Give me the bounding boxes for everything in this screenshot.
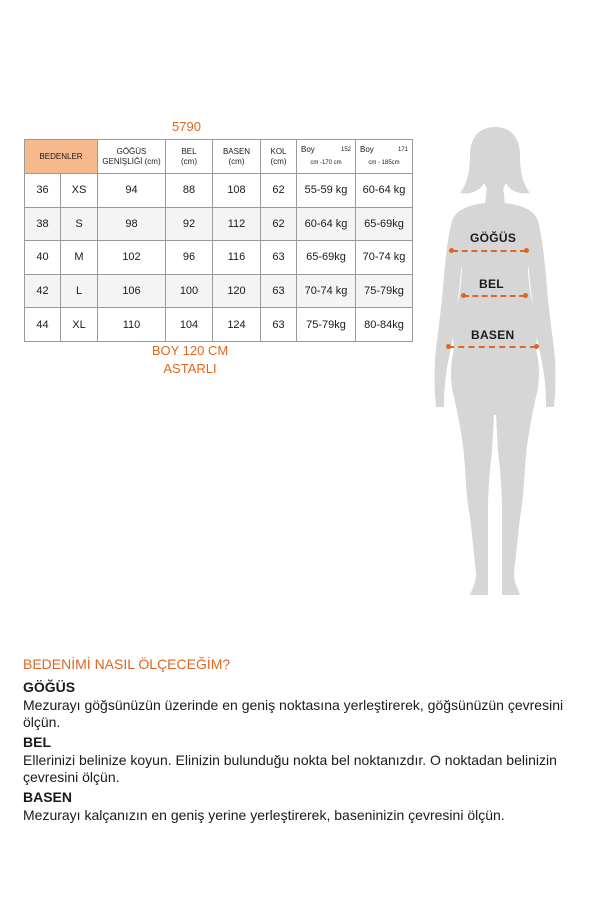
table-row xyxy=(25,207,413,241)
cell-boy1: 65-69kg xyxy=(297,241,356,275)
cell-basen: 108 xyxy=(213,174,261,208)
cell-boy2: 80-84kg xyxy=(356,308,413,342)
cell-kol: 63 xyxy=(261,308,297,342)
cell-boy2: 75-79kg xyxy=(356,274,413,308)
header-bel xyxy=(166,140,213,174)
header-kol xyxy=(261,140,297,174)
cell-num: 42 xyxy=(25,274,61,308)
cell-boy1: 60-64 kg xyxy=(297,207,356,241)
product-code: 5790 xyxy=(172,119,201,134)
cell-bel: 96 xyxy=(166,241,213,275)
bel-label: BEL xyxy=(479,277,504,291)
header-boy2-label: Boy xyxy=(360,145,374,154)
table-row xyxy=(25,174,413,208)
cell-size: S xyxy=(61,207,98,241)
cell-basen: 112 xyxy=(213,207,261,241)
cell-basen: 124 xyxy=(213,308,261,342)
header-boy1-label: Boy xyxy=(301,145,315,154)
cell-size: XS xyxy=(61,174,98,208)
basen-label: BASEN xyxy=(471,328,515,342)
header-gogus-line1: GÖĞÜS xyxy=(116,146,147,156)
basen-dot-left xyxy=(446,344,451,349)
cell-num: 38 xyxy=(25,207,61,241)
cell-basen: 120 xyxy=(213,274,261,308)
table-row xyxy=(25,241,413,275)
cell-gogus: 110 xyxy=(98,308,166,342)
cell-bel: 104 xyxy=(166,308,213,342)
header-basen: BASEN (cm) xyxy=(213,140,261,174)
guide-bel-text: Ellerinizi belinize koyun. Elinizin bulunduğu nokta bel noktanızdır. O noktadan belinizin çevresini ölçün. xyxy=(23,752,557,785)
header-boy2-sub: cm - 185cm xyxy=(368,160,400,166)
guide-gogus-title: GÖĞÜS xyxy=(23,679,76,695)
header-boy1-sub: cm -170 cm xyxy=(310,160,342,166)
header-kol-line2: (cm) xyxy=(270,156,287,166)
cell-kol: 63 xyxy=(261,274,297,308)
gogus-dot-left xyxy=(449,248,454,253)
bel-measure-line xyxy=(463,295,525,297)
header-bel-line2: (cm) xyxy=(181,156,197,166)
length-note: BOY 120 CM xyxy=(151,343,229,358)
table-header-row xyxy=(25,140,413,174)
cell-size: M xyxy=(61,241,98,275)
cell-bel: 88 xyxy=(166,174,213,208)
silhouette-icon xyxy=(430,125,560,605)
guide-gogus-text: Mezurayı göğsünüzün üzerinde en geniş noktasına yerleştirerek, göğsünüzün çevresini ölçün. xyxy=(23,697,564,730)
basen-dot-right xyxy=(534,344,539,349)
cell-gogus: 106 xyxy=(98,274,166,308)
header-boy1-num: 152 xyxy=(340,147,351,153)
size-table xyxy=(24,139,413,342)
header-boy1 xyxy=(297,140,356,174)
cell-boy1: 55-59 kg xyxy=(297,174,356,208)
cell-kol: 62 xyxy=(261,174,297,208)
header-bel-line1: BEL xyxy=(181,146,197,156)
table-row xyxy=(25,274,413,308)
cell-kol: 62 xyxy=(261,207,297,241)
cell-boy2: 70-74 kg xyxy=(356,241,413,275)
gogus-dot-right xyxy=(524,248,529,253)
bel-dot-left xyxy=(461,293,466,298)
cell-num: 44 xyxy=(25,308,61,342)
header-gogus-line2: GENİŞLİĞİ (cm) xyxy=(102,156,161,166)
guide-bel-title: BEL xyxy=(23,734,51,750)
cell-kol: 63 xyxy=(261,241,297,275)
cell-gogus: 102 xyxy=(98,241,166,275)
cell-num: 36 xyxy=(25,174,61,208)
gogus-measure-line xyxy=(452,250,526,252)
cell-num: 40 xyxy=(25,241,61,275)
table-row xyxy=(25,308,413,342)
cell-boy1: 70-74 kg xyxy=(297,274,356,308)
header-bedenler: BEDENLER xyxy=(25,140,98,174)
lining-note: ASTARLI xyxy=(163,361,217,376)
cell-bel: 100 xyxy=(166,274,213,308)
header-gogus xyxy=(98,140,166,174)
header-boy2-num: 171 xyxy=(397,147,408,153)
gogus-label: GÖĞÜS xyxy=(470,231,517,245)
cell-boy2: 60-64 kg xyxy=(356,174,413,208)
basen-measure-line xyxy=(448,346,536,348)
measure-guide xyxy=(23,656,593,824)
bel-dot-right xyxy=(523,293,528,298)
cell-boy1: 75-79kg xyxy=(297,308,356,342)
guide-heading: BEDENİMİ NASIL ÖLÇECEĞİM? xyxy=(23,656,231,672)
cell-bel: 92 xyxy=(166,207,213,241)
cell-basen: 116 xyxy=(213,241,261,275)
guide-basen-text: Mezurayı kalçanızın en geniş yerine yerleştirerek, baseninizin çevresini ölçün. xyxy=(23,807,505,823)
cell-boy2: 65-69kg xyxy=(356,207,413,241)
body-silhouette xyxy=(430,125,560,605)
cell-gogus: 98 xyxy=(98,207,166,241)
header-boy2 xyxy=(356,140,413,174)
cell-size: XL xyxy=(61,308,98,342)
cell-gogus: 94 xyxy=(98,174,166,208)
header-kol-line1: KOL xyxy=(270,146,287,156)
cell-size: L xyxy=(61,274,98,308)
guide-basen-title: BASEN xyxy=(23,789,73,805)
